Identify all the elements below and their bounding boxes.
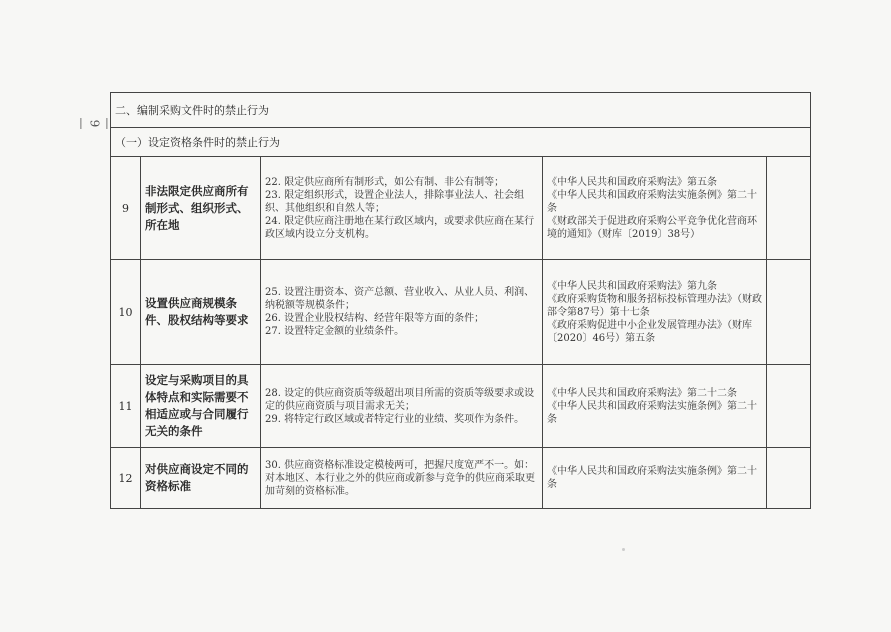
basis-cell bbox=[543, 157, 767, 260]
basis-item: 《中华人民共和国政府采购法实施条例》第二十条 bbox=[547, 400, 757, 425]
table-row bbox=[111, 448, 811, 509]
section-row bbox=[111, 93, 811, 128]
basis-cell bbox=[543, 260, 767, 365]
behavior-item: 22. 限定供应商所有制形式，如公有制、非公有制等； bbox=[265, 176, 505, 188]
row-number: 10 bbox=[111, 260, 141, 365]
basis-cell bbox=[543, 365, 767, 448]
behavior-item: 24. 限定供应商注册地在某行政区域内，或要求供应商在某行政区域内设立分支机构。 bbox=[265, 215, 535, 240]
paper-speck bbox=[622, 548, 625, 551]
subsection-title: （一）设定资格条件时的禁止行为 bbox=[111, 128, 811, 157]
extra-cell bbox=[767, 260, 811, 365]
section-title: 二、编制采购文件时的禁止行为 bbox=[111, 93, 811, 128]
side-page-number: — 9 — bbox=[74, 117, 115, 130]
extra-cell bbox=[767, 157, 811, 260]
basis-item: 《财政部关于促进政府采购公平竞争优化营商环境的通知》（财库〔2019〕38号） bbox=[547, 215, 757, 240]
row-number: 12 bbox=[111, 448, 141, 509]
behavior-item: 28. 设定的供应商资质等级超出项目所需的资质等级要求或设定的供应商资质与项目需求无关； bbox=[265, 387, 535, 412]
table-row bbox=[111, 260, 811, 365]
basis-item: 《中华人民共和国政府采购法》第二十二条 bbox=[547, 387, 737, 399]
violation-name: 设定与采购项目的具体特点和实际需要不相适应或与合同履行无关的条件 bbox=[141, 365, 261, 448]
table-row bbox=[111, 157, 811, 260]
behavior-item: 29. 将特定行政区域或者特定行业的业绩、奖项作为条件。 bbox=[265, 413, 525, 425]
subsection-row bbox=[111, 128, 811, 157]
behavior-item: 30. 供应商资格标准设定模棱两可，把握尺度宽严不一。如：对本地区、本行业之外的供应商或新参与竞争的供应商采取更加苛刻的资格标准。 bbox=[265, 459, 535, 497]
basis-item: 《中华人民共和国政府采购法实施条例》第二十条 bbox=[547, 466, 757, 490]
prohibited-behaviors-table bbox=[110, 92, 811, 509]
violation-name: 对供应商设定不同的资格标准 bbox=[141, 448, 261, 509]
behavior-cell bbox=[261, 365, 543, 448]
behavior-cell bbox=[261, 448, 543, 509]
row-number: 9 bbox=[111, 157, 141, 260]
row-number: 11 bbox=[111, 365, 141, 448]
extra-cell bbox=[767, 448, 811, 509]
behavior-item: 26. 设置企业股权结构、经营年限等方面的条件； bbox=[265, 313, 485, 324]
violation-name: 设置供应商规模条件、股权结构等要求 bbox=[141, 260, 261, 365]
behavior-cell bbox=[261, 157, 543, 260]
basis-cell bbox=[543, 448, 767, 509]
basis-item: 《中华人民共和国政府采购法》第五条 bbox=[547, 176, 717, 188]
behavior-item: 25. 设置注册资本、资产总额、营业收入、从业人员、利润、纳税额等规模条件； bbox=[265, 287, 535, 311]
extra-cell bbox=[767, 365, 811, 448]
basis-item: 《中华人民共和国政府采购法》第九条 bbox=[547, 280, 717, 292]
behavior-item: 27. 设置特定金额的业绩条件。 bbox=[265, 326, 405, 337]
basis-item: 《政府采购货物和服务招标投标管理办法》（财政部令第87号）第十七条 bbox=[547, 293, 762, 318]
violation-name: 非法限定供应商所有制形式、组织形式、所在地 bbox=[141, 157, 261, 260]
basis-item: 《中华人民共和国政府采购法实施条例》第二十条 bbox=[547, 189, 757, 214]
table-row bbox=[111, 365, 811, 448]
basis-item: 《政府采购促进中小企业发展管理办法》（财库〔2020〕46号）第五条 bbox=[547, 319, 752, 344]
behavior-cell bbox=[261, 260, 543, 365]
behavior-item: 23. 限定组织形式，设置企业法人，排除事业法人、社会组织、其他组织和自然人等； bbox=[265, 189, 525, 214]
